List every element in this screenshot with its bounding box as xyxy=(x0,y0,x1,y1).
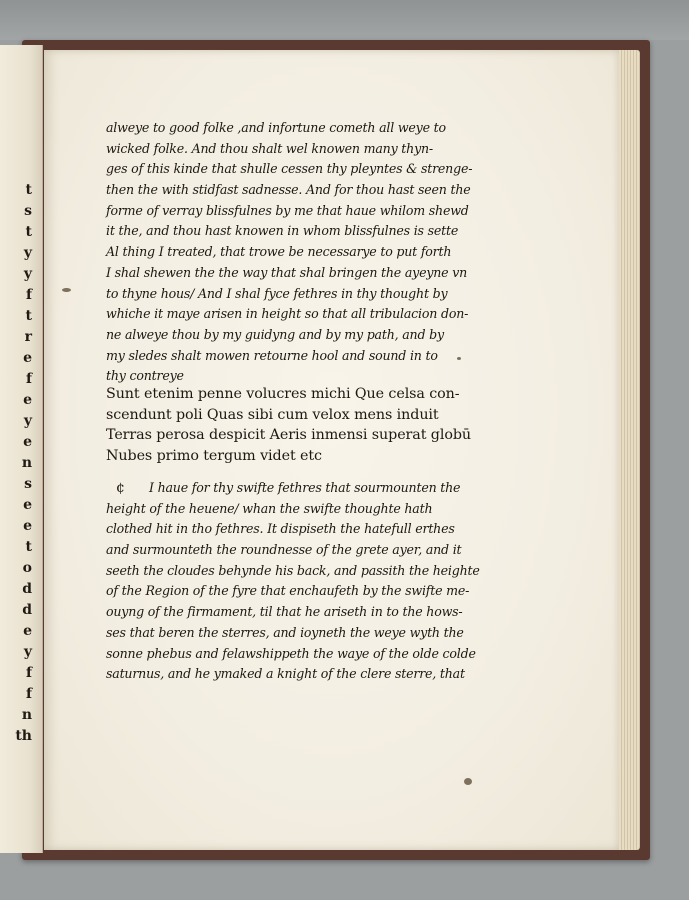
text-line: thy contreye xyxy=(106,368,184,384)
text-line: and surmounteth the roundnesse of the grete ayer, and it xyxy=(106,542,462,558)
text-line: it the, and thou hast knowen in whom blissfulnes is sette xyxy=(106,223,459,239)
left-page-letter: e xyxy=(23,518,32,534)
latin-verse xyxy=(106,384,486,466)
verse-line: scendunt poli Quas sibi cum velox mens induit xyxy=(106,406,439,423)
left-page-text-edge xyxy=(2,180,32,747)
text-line: clothed hit in tho fethres. It dispiseth the hatefull erthes xyxy=(106,521,455,537)
left-page-letter: th xyxy=(15,728,32,744)
left-page-letter: t xyxy=(25,224,32,240)
text-line: alweye to good folke ,and infortune cometh all weye to xyxy=(106,120,446,135)
left-page-letter: d xyxy=(22,581,32,597)
text-line: my sledes shalt mowen retourne hool and sound in to xyxy=(106,347,438,363)
verse-line: Sunt etenim penne volucres michi Que celsa con- xyxy=(106,386,460,402)
text-line: saturnus, and he ymaked a knight of the clere sterre, that xyxy=(106,666,465,682)
text-line: to thyne hous/ And I shal fyce fethres in thy thought by xyxy=(106,285,448,301)
left-page-letter: f xyxy=(25,686,32,702)
text-line: then the with stidfast sadnesse. And for thou hast seen the xyxy=(106,182,471,198)
left-page-letter: r xyxy=(24,329,32,345)
verse-line: Terras perosa despicit Aeris inmensi superat globū xyxy=(106,427,471,443)
background xyxy=(0,0,689,40)
left-page-letter: y xyxy=(23,413,32,429)
left-page-letter: e xyxy=(23,623,32,639)
text-line: height of the heuene/ whan the swifte thoughte hath xyxy=(106,500,433,516)
paper-fleck xyxy=(464,778,472,785)
text-line: forme of verray blissfulnes by me that haue whilom shewd xyxy=(106,202,469,218)
left-page-letter: y xyxy=(23,266,32,282)
left-page-letter: o xyxy=(22,560,32,576)
text-line: sonne phebus and felawshippeth the waye of the olde colde xyxy=(106,645,476,661)
paper-fleck xyxy=(62,288,71,292)
left-page-letter: t xyxy=(25,308,32,324)
left-page-letter: n xyxy=(21,455,32,471)
left-page-letter: e xyxy=(23,497,32,513)
left-page xyxy=(0,45,43,853)
text-line: wicked folke. And thou shalt wel knowen many thyn- xyxy=(106,140,433,156)
text-line: I haue for thy swifte fethres that sourmounten the xyxy=(149,480,461,495)
left-page-letter: t xyxy=(25,182,32,198)
left-page-letter: e xyxy=(23,434,32,450)
text-line: ne alweye thou by my guidyng and by my path, and by xyxy=(106,326,444,342)
text-line: ouyng of the firmament, til that he ariseth in to the hows- xyxy=(106,604,463,620)
left-page-letter: y xyxy=(23,644,32,660)
text-line: whiche it maye arisen in height so that all tribulacion don- xyxy=(106,306,469,322)
left-page-letter: y xyxy=(23,245,32,261)
left-page-letter: f xyxy=(25,371,32,387)
verse-line: Nubes primo tergum videt etc xyxy=(106,447,322,464)
left-page-letter: f xyxy=(25,665,32,681)
left-page-letter: e xyxy=(23,392,32,408)
left-page-letter: s xyxy=(24,476,32,492)
paragraph-1 xyxy=(106,118,472,387)
text-line: Al thing I treated, that trowe be necessarye to put forth xyxy=(106,244,452,260)
text-line: seeth the cloudes behynde his back, and passith the heighte xyxy=(106,562,480,578)
left-page-letter: d xyxy=(22,602,32,618)
left-page-letter: t xyxy=(25,539,32,555)
text-line: of the Region of the fyre that enchaufeth by the swifte me- xyxy=(106,583,470,599)
left-page-letter: e xyxy=(23,350,32,366)
text-line: ses that beren the sterres, and ioyneth the weye wyth the xyxy=(106,624,464,640)
text-line: ges of this kinde that shulle cessen thy pleyntes & strenge- xyxy=(106,161,473,177)
text-line: I shal shewen the the way that shal bringen the ayeyne vn xyxy=(106,264,468,280)
paragraph-mark: ¢ xyxy=(116,480,125,496)
paragraph-2 xyxy=(106,478,480,685)
left-page-letter: n xyxy=(21,707,32,723)
left-page-letter: f xyxy=(25,287,32,303)
left-page-letter: s xyxy=(24,203,32,219)
